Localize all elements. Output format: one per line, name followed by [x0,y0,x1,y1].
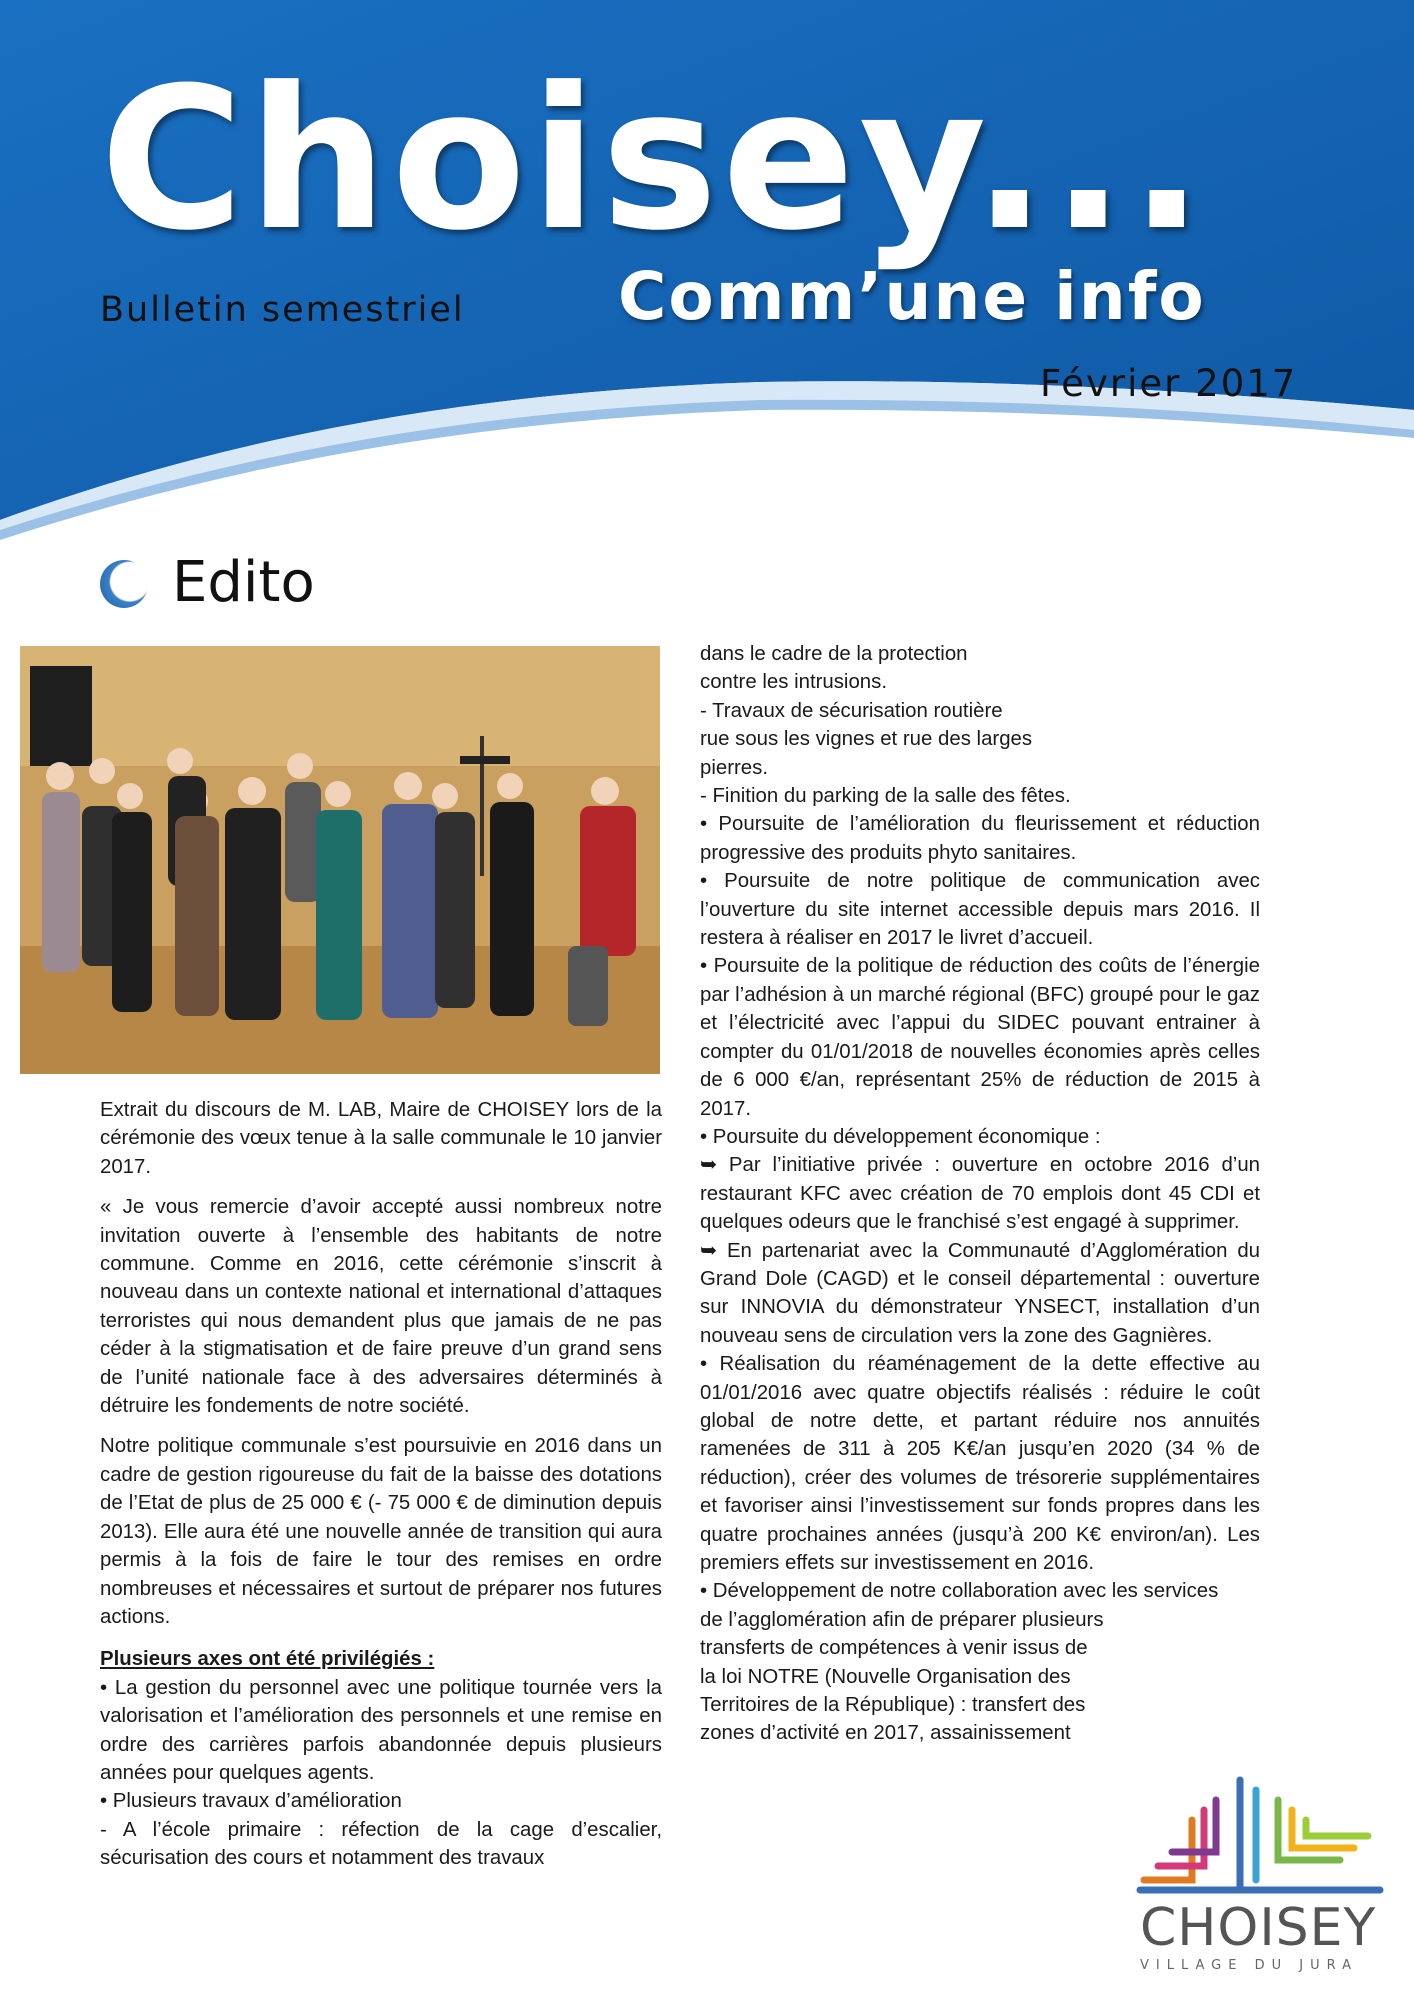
list-item: • Poursuite de l’amélioration du fleurissement et réduction progressive des produits phyto sanitaires. [700,813,1260,864]
list-item: • Poursuite de la politique de réduction des coûts de l’énergie par l’adhésion à un marché régional (BFC) groupé pour le gaz et l’électricité avec l’appui du SIDEC pouvant entrainer à compter du 01/01/2018 de nouvelles économies après celles de 6 000 €/an, représentant 25% de réduction de 2015 à 2017. [700,955,1260,1120]
list-item: ➥ Par l’initiative privée : ouverture en octobre 2016 d’un restaurant KFC avec création de 70 emplois dont 45 CDI et quelques odeurs que le franchisé s’est engagé à supprimer. [700,1154,1260,1234]
text-line: • Développement de notre collaboration avec les services [700,1580,1219,1603]
axes-heading: Plusieurs axes ont été privilégiés : [100,1648,435,1671]
right-text-column [700,640,1260,1748]
list-item: • Poursuite du développement économique : [700,1125,1101,1148]
text-line: rue sous les vignes et rue des larges [700,728,1033,751]
group-photo-icon [20,646,660,1074]
list-item: • Réalisation du réaménagement de la dette effective au 01/01/2016 avec quatre objectifs réalisés : réduire le coût global de notre dette, et partant réduire nos annuités ramenées de 311 à 205 K€/an jusqu’en 2020 (34 % de réduction), créer des volumes de trésorerie supplémentaires et favoriser ainsi l’investissement sur fonds propres dans les quatre prochaines années (jusqu’à 200 K€ environ/an). Les premiers effets sur investissement en 2016. [700,1353,1260,1574]
text-line: - Travaux de sécurisation routière [700,699,1003,722]
masthead-subtitle: Comm’une info [618,258,1206,335]
section-title: Edito [172,550,315,615]
text-line: contre les intrusions. [700,671,888,694]
logo-wordmark: CHOISEY [1140,1898,1377,1958]
text-line: la loi NOTRE (Nouvelle Organisation des [700,1665,1071,1688]
intro-paragraph: Extrait du discours de M. LAB, Maire de CHOISEY lors de la cérémonie des vœux tenue à la salle communale le 10 janvier 2017. [100,1099,662,1178]
list-item: - A l’école primaire : réfection de la cage d’escalier, sécurisation des cours et notamment des travaux [100,1818,662,1870]
list-item: • La gestion du personnel avec une politique tournée vers la valorisation et l’amélioration des personnels et une remise en ordre des carrières parfois abandonnée depuis plusieurs années pour quelques agents. [100,1676,662,1784]
text-line: de l’agglomération afin de préparer plusieurs [700,1608,1104,1631]
text-line: - Finition du parking de la salle des fêtes. [700,785,1071,808]
circle-bullet-icon [100,560,148,608]
text-line: pierres. [700,756,768,779]
bulletin-label: Bulletin semestriel [100,290,465,330]
list-item: ➥ En partenariat avec la Communauté d’Agglomération du Grand Dole (CAGD) et le conseil départemental : ouverture sur INNOVIA du démonstrateur YNSECT, installation d’un nouveau sens de circulation vers la zone des Gagnières. [700,1239,1260,1347]
list-item: • Plusieurs travaux d’amélioration [100,1790,402,1813]
left-text-column [100,1096,662,1873]
policy-paragraph: Notre politique communale s’est poursuivie en 2016 dans un cadre de gestion rigoureuse du fait de la baisse des dotations de l’Etat de plus de 25 000 € (- 75 000 € de diminution depuis 2013). Elle aura été une nouvelle année de transition qui aura permis à la fois de faire le tour des remises en ordre nombreuses et nécessaires et surtout de préparer nos futures actions. [100,1435,662,1628]
list-item: • Poursuite de notre politique de communication avec l’ouverture du site internet accessible depuis mars 2016. Il restera à réaliser en 2017 le livret d’accueil. [700,870,1260,950]
text-line: dans le cadre de la protection [700,643,968,665]
text-line: Territoires de la République) : transfert des [700,1694,1086,1717]
issue-date: Février 2017 [1040,362,1298,405]
text-line: zones d’activité en 2017, assainissement [700,1722,1071,1745]
text-line: transferts de compétences à venir issus de [700,1637,1088,1660]
logo-tagline: VILLAGE DU JURA [1140,1958,1359,1973]
quote-paragraph: « Je vous remercie d’avoir accepté aussi nombreux notre invitation ouverte à l’ensemble des habitants de notre commune. Comme en 2016, cette cérémonie s’inscrit à nouveau dans un contexte national et international d’attaques terroristes qui nous demandent plus que jamais de ne pas céder à la stigmatisation et de faire preuve d’un grand sens de l’unité nationale face à des adversaires déterminés à détruire les fondements de notre société. [100,1196,662,1418]
masthead-title: Choisey... [100,46,1208,274]
